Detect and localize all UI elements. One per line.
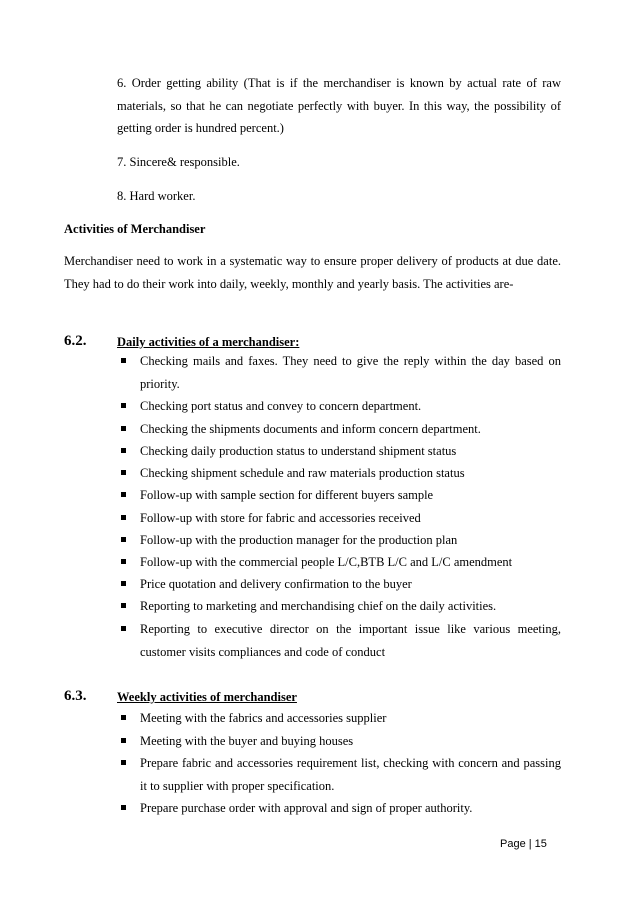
list-item: Follow-up with sample section for different buyers sample xyxy=(121,484,561,507)
bullet-icon xyxy=(121,492,126,497)
list-item: Prepare fabric and accessories requirement list, checking with concern and passing it to supplier with proper specification. xyxy=(121,752,561,797)
intro-item-7: 7. Sincere& responsible. xyxy=(117,155,240,169)
list-item: Meeting with the fabrics and accessories supplier xyxy=(121,707,561,730)
bullet-icon xyxy=(121,515,126,520)
bullet-icon xyxy=(121,581,126,586)
section-title-weekly: Weekly activities of merchandiser xyxy=(117,690,297,704)
bullet-icon xyxy=(121,448,126,453)
bullet-icon xyxy=(121,738,126,743)
page-number: Page | 15 xyxy=(500,838,547,850)
section-number-daily: 6.2. xyxy=(64,333,87,349)
list-item: Checking mails and faxes. They need to give the reply within the day based on priority. xyxy=(121,350,561,395)
list-item: Reporting to executive director on the important issue like various meeting, customer visits compliances and code of conduct xyxy=(121,618,561,663)
list-item: Prepare purchase order with approval and sign of proper authority. xyxy=(121,797,561,820)
activities-heading: Activities of Merchandiser xyxy=(64,222,206,236)
bullet-icon xyxy=(121,715,126,720)
list-item: Checking daily production status to understand shipment status xyxy=(121,440,561,463)
list-item: Follow-up with the commercial people L/C,BTB L/C and L/C amendment xyxy=(121,551,561,574)
list-item: Price quotation and delivery confirmation to the buyer xyxy=(121,573,561,596)
list-item: Reporting to marketing and merchandising chief on the daily activities. xyxy=(121,595,561,618)
bullet-icon xyxy=(121,358,126,363)
list-item: Follow-up with store for fabric and accessories received xyxy=(121,507,561,530)
list-item: Meeting with the buyer and buying houses xyxy=(121,730,561,753)
list-item: Follow-up with the production manager for the production plan xyxy=(121,529,561,552)
bullet-icon xyxy=(121,760,126,765)
bullet-icon xyxy=(121,537,126,542)
activities-paragraph: Merchandiser need to work in a systematic way to ensure proper delivery of products at due date. They had to do their work into daily, weekly, monthly and yearly basis. The activities are- xyxy=(64,254,561,291)
list-item: Checking the shipments documents and inform concern department. xyxy=(121,418,561,441)
bullet-icon xyxy=(121,805,126,810)
bullet-icon xyxy=(121,603,126,608)
list-item: Checking shipment schedule and raw materials production status xyxy=(121,462,561,485)
list-item: Checking port status and convey to concern department. xyxy=(121,395,561,418)
intro-item-6: 6. Order getting ability (That is if the merchandiser is known by actual rate of raw materials, so that he can negotiate perfectly with buyer. In this way, the possibility of getting order is hundred percent.) xyxy=(117,76,561,135)
bullet-icon xyxy=(121,626,126,631)
bullet-icon xyxy=(121,559,126,564)
section-number-weekly: 6.3. xyxy=(64,688,87,704)
bullet-icon xyxy=(121,426,126,431)
bullet-icon xyxy=(121,403,126,408)
section-title-daily: Daily activities of a merchandiser: xyxy=(117,335,300,349)
bullet-icon xyxy=(121,470,126,475)
intro-item-8: 8. Hard worker. xyxy=(117,189,196,203)
